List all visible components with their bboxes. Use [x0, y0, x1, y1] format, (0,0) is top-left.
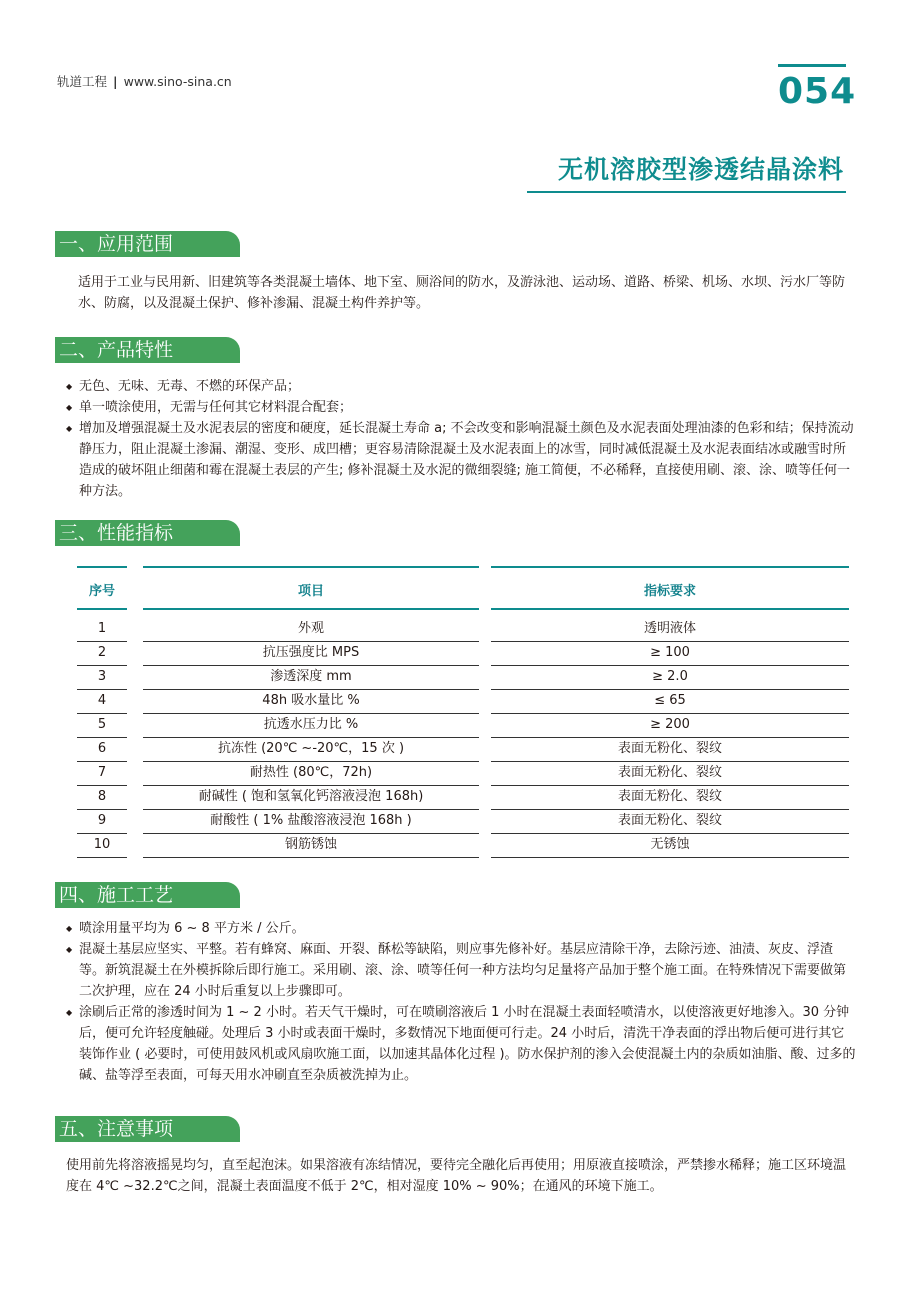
column-header-requirement: 指标要求	[643, 584, 696, 599]
table-cell-no: 10	[93, 837, 111, 852]
table-header-rule	[77, 608, 127, 610]
table-cell-requirement: 透明液体	[643, 621, 696, 636]
table-cell-requirement: 表面无粉化、裂纹	[617, 789, 722, 804]
table-row-divider	[143, 857, 479, 858]
table-cell-requirement: ≥ 100	[650, 645, 690, 660]
table-cell-requirement: 无锈蚀	[650, 837, 690, 852]
construction-list	[66, 918, 856, 1086]
table-cell-no: 9	[97, 813, 107, 828]
header-separator: |	[113, 74, 118, 89]
table-cell-item: 48h 吸水量比 %	[262, 693, 360, 708]
table-cell-item: 抗透水压力比 %	[263, 717, 359, 732]
table-cell-no: 3	[97, 669, 107, 684]
section-heading-performance: 三、性能指标	[55, 520, 240, 546]
table-cell-requirement: 表面无粉化、裂纹	[617, 765, 722, 780]
table-cell-no: 6	[97, 741, 107, 756]
list-item: ◆ 单一喷涂使用，无需与任何其它材料混合配套；	[66, 397, 856, 418]
table-cell-no: 7	[97, 765, 107, 780]
features-list	[66, 376, 856, 502]
table-row-divider	[491, 857, 849, 858]
table-cell-item: 耐碱性 ( 饱和氢氧化钙溶液浸泡 168h)	[198, 789, 424, 804]
column-header-no: 序号	[88, 584, 115, 599]
table-cell-item: 耐酸性 ( 1% 盐酸溶液浸泡 168h )	[210, 813, 412, 828]
column-header-item: 项目	[297, 584, 324, 599]
table-cell-requirement: ≥ 200	[650, 717, 690, 732]
section-heading-notes: 五、注意事项	[55, 1116, 240, 1142]
table-row-divider	[77, 857, 127, 858]
table-cell-item: 耐热性 (80℃，72h)	[249, 765, 373, 780]
page-number-bar	[778, 64, 846, 67]
table-cell-item: 外观	[297, 621, 324, 636]
title-underline	[527, 191, 846, 193]
table-cell-requirement: 表面无粉化、裂纹	[617, 813, 722, 828]
list-item: ◆ 混凝土基层应坚实、平整。若有蜂窝、麻面、开裂、酥松等缺陷，则应事先修补好。基层应清除干净，去除污迹、油渍、灰皮、浮渣等。新筑混凝土在外模拆除后即行施工。采用刷、滚、涂、喷等任何一种方法均匀足量将产品加于整个施工面。在特殊情况下需要做第二次护理，应在 24 小时后重复以上步骤即可。	[66, 939, 856, 1002]
section-heading-application: 一、应用范围	[55, 231, 240, 257]
table-cell-item: 钢筋锈蚀	[284, 837, 337, 852]
application-text: 适用于工业与民用新、旧建筑等各类混凝土墙体、地下室、厕浴间的防水，及游泳池、运动场、道路、桥梁、机场、水坝、污水厂等防水、防腐，以及混凝土保护、修补渗漏、混凝土构件养护等。	[78, 275, 846, 311]
table-header-rule	[143, 608, 479, 610]
section-heading-construction: 四、施工工艺	[55, 882, 240, 908]
page-title: 无机溶胶型渗透结晶涂料	[557, 155, 844, 184]
list-item: ◆ 涂刷后正常的渗透时间为 1 ~ 2 小时。若天气干燥时，可在喷刷溶液后 1 小时在混凝土表面轻喷清水，以使溶液更好地渗入。30 分钟后，便可允许轻度触碰。处理后 3 小时或表面干燥时，多数情况下地面便可行走。24 小时后，清洗干净表面的浮出物后便可进行其它装饰作业 ( 必要时，可使用鼓风机或风扇吹施工面，以加速其晶体化过程 )。防水保护剂的渗入会使混凝土内的杂质如油脂、酸、过多的碱、盐等浮至表面，可每天用水冲刷直至杂质被洗掉为止。	[66, 1002, 856, 1086]
list-item: ◆ 无色、无味、无毒、不燃的环保产品；	[66, 376, 856, 397]
page-number: 054	[778, 71, 857, 112]
table-cell-requirement: 表面无粉化、裂纹	[617, 741, 722, 756]
performance-table	[77, 566, 849, 866]
table-cell-no: 2	[97, 645, 107, 660]
table-cell-requirement: ≥ 2.0	[652, 669, 688, 684]
notes-text: 使用前先将溶液摇晃均匀，直至起泡沫。如果溶液有冻结情况，要待完全融化后再使用；用原液直接喷涂，严禁掺水稀释；施工区环境温度在 4℃ ~32.2℃之间，混凝土表面温度不低于 2℃，相对湿度 10% ~ 90%；在通风的环境下施工。	[66, 1158, 847, 1194]
table-cell-item: 抗压强度比 MPS	[262, 645, 360, 660]
header-breadcrumb	[57, 72, 232, 90]
table-cell-item: 抗冻性 (20℃ ~-20℃，15 次 )	[217, 741, 405, 756]
table-cell-no: 1	[97, 621, 107, 636]
header-website[interactable]: www.sino-sina.cn	[123, 74, 232, 89]
table-cell-requirement: ≤ 65	[654, 693, 686, 708]
table-top-rule	[143, 566, 479, 568]
header-category: 轨道工程	[57, 74, 108, 89]
table-header-rule	[491, 608, 849, 610]
table-cell-no: 8	[97, 789, 107, 804]
section-heading-features: 二、产品特性	[55, 337, 240, 363]
list-item: ◆ 增加及增强混凝土及水泥表层的密度和硬度，延长混凝土寿命 a; 不会改变和影响混凝土颜色及水泥表面处理油漆的色彩和结；保持流动静压力，阻止混凝土渗漏、潮湿、变形、成凹槽；更容易清除混凝土及水泥表面上的冰雪，同时减低混凝土及水泥表面结冰或融雪时所造成的破坏阻止细菌和霉在混凝土表层的产生; 修补混凝土及水泥的微细裂缝; 施工简便，不必稀释，直接使用刷、滚、涂、喷等任何一种方法。	[66, 418, 856, 502]
table-top-rule	[491, 566, 849, 568]
table-top-rule	[77, 566, 127, 568]
list-item: ◆ 喷涂用量平均为 6 ~ 8 平方米 / 公斤。	[66, 918, 856, 939]
table-cell-no: 4	[97, 693, 107, 708]
table-cell-no: 5	[97, 717, 107, 732]
table-cell-item: 渗透深度 mm	[270, 669, 352, 684]
